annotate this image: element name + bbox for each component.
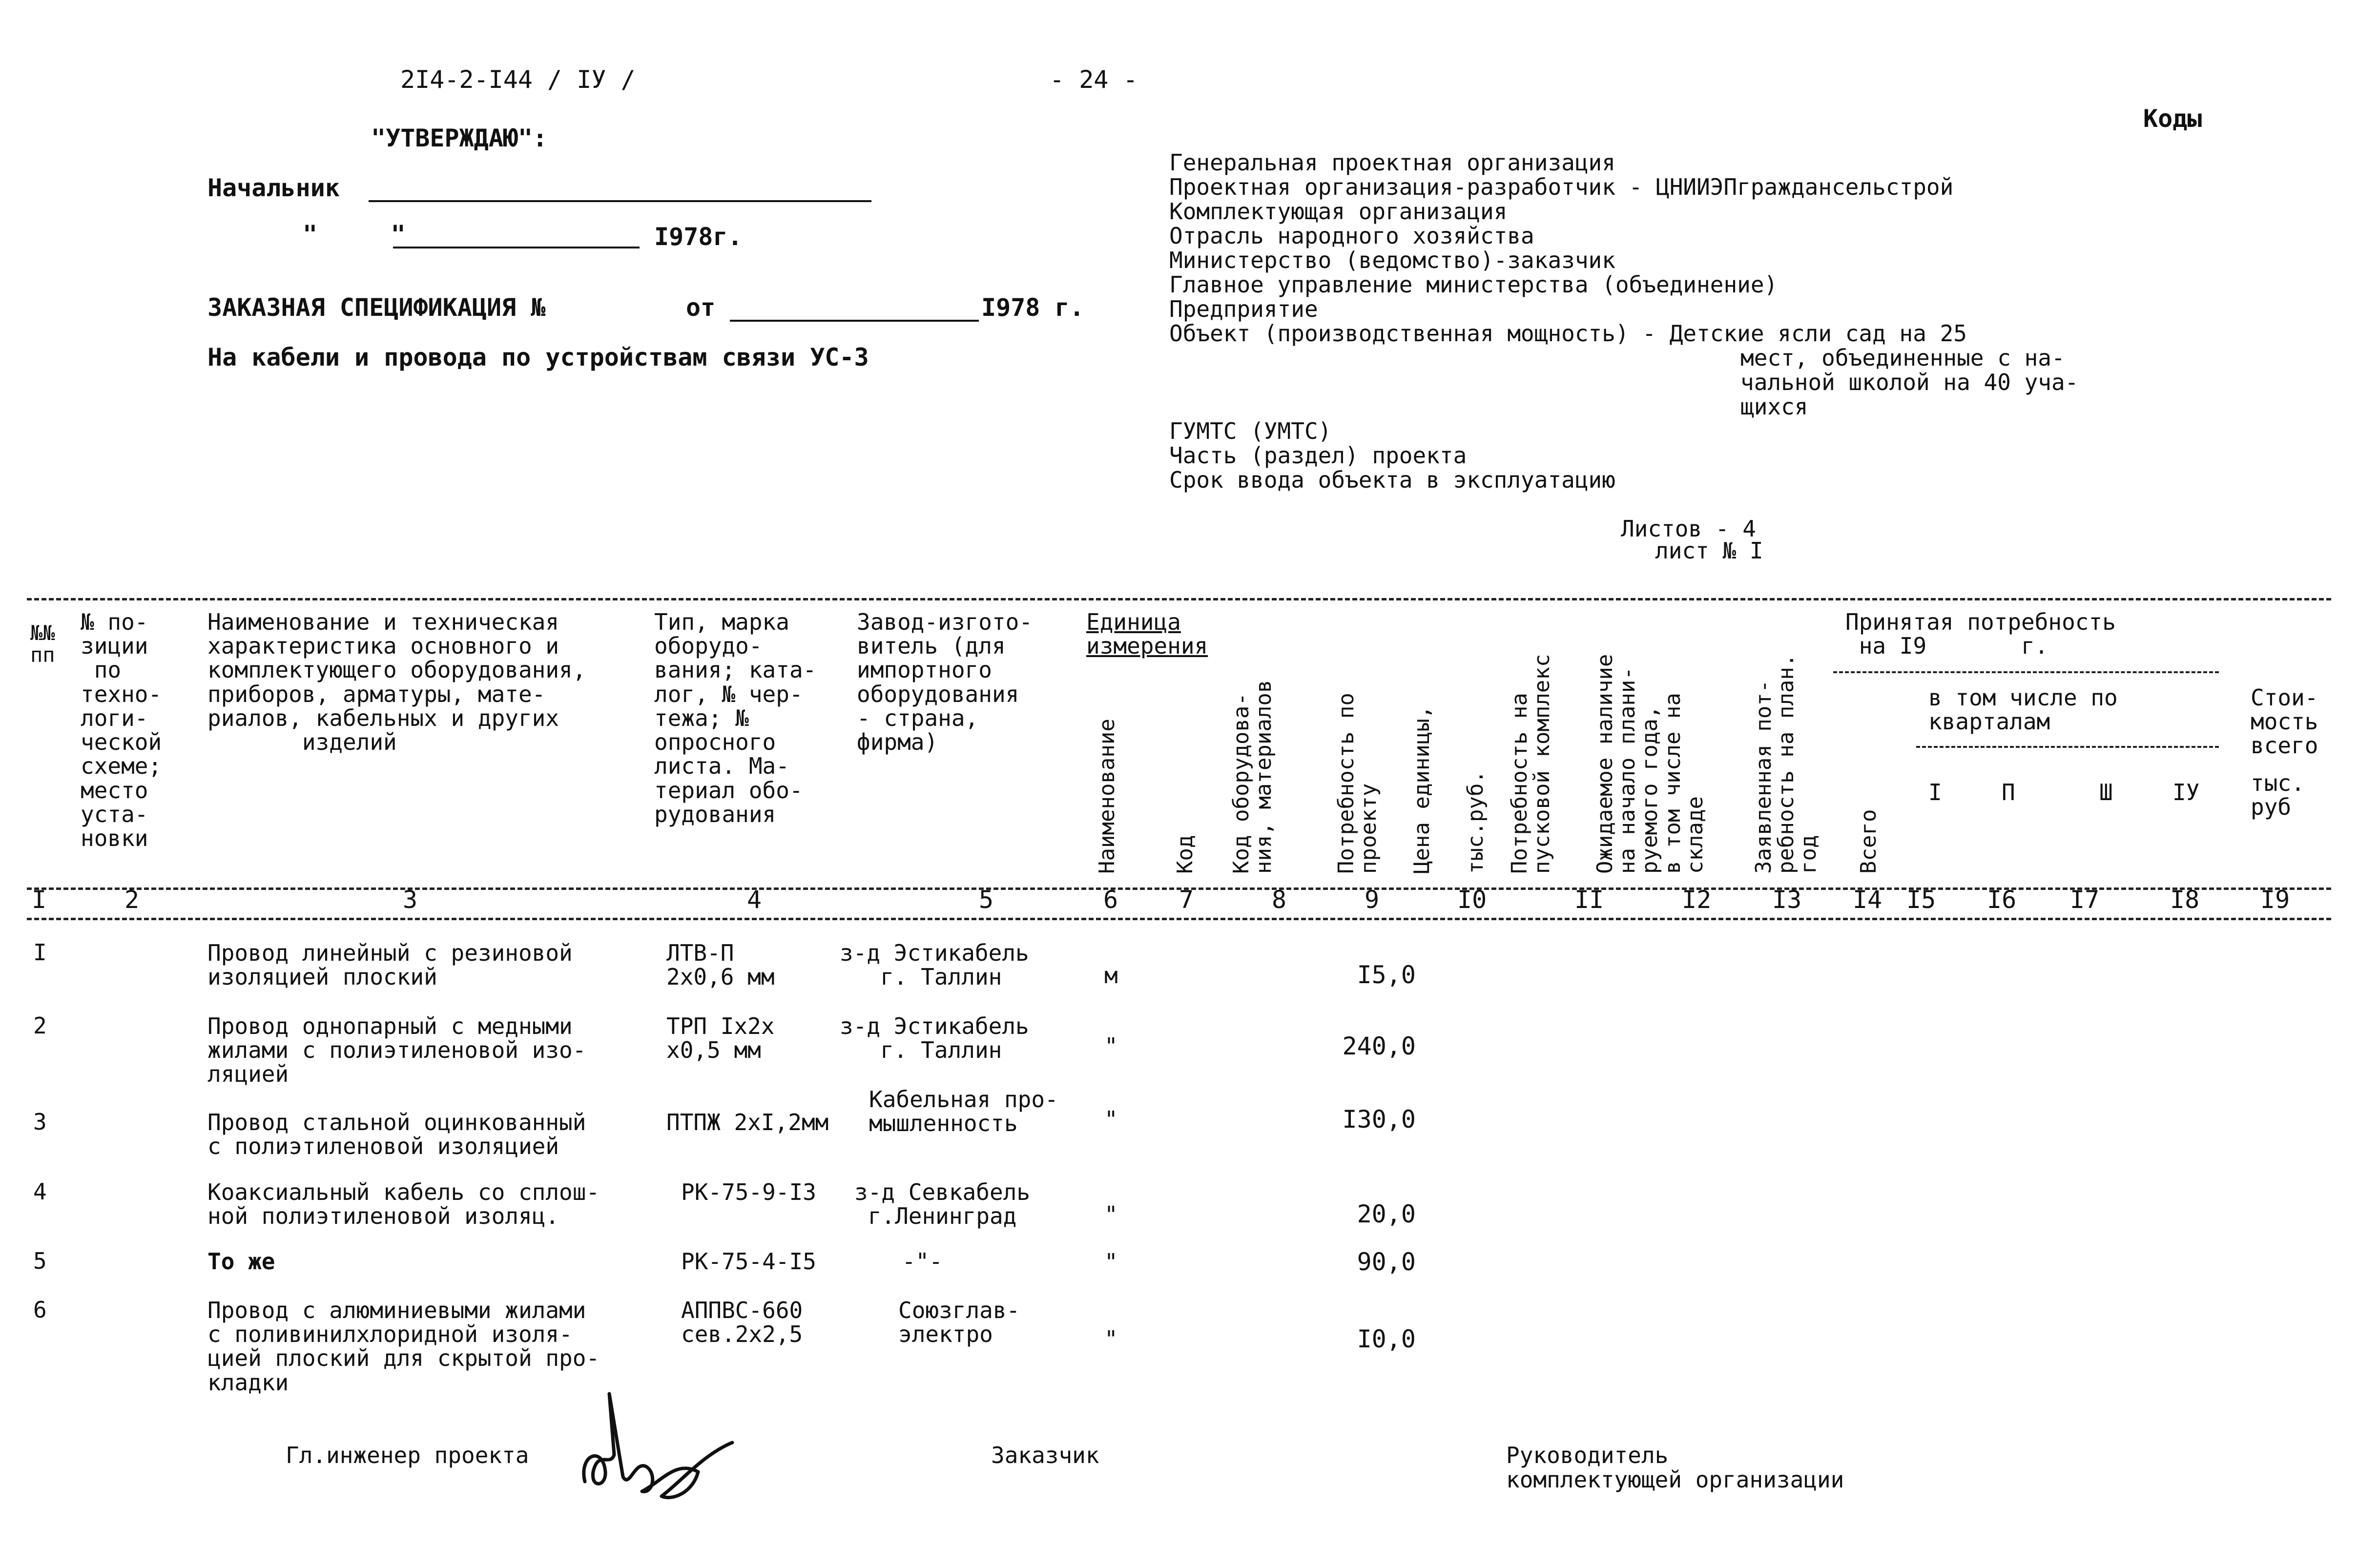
row-number: 6 xyxy=(33,1297,47,1323)
column-number: 9 xyxy=(1365,886,1380,914)
numbers-bottom-rule xyxy=(27,918,2331,920)
col-header-expected-stock: Ожидаемое наличие на начало плани- руемого года, в том числе на складе xyxy=(1593,654,1708,874)
row-item-type: АППВС-660 сев.2х2,5 xyxy=(681,1297,803,1348)
signature-scribble xyxy=(576,1382,737,1508)
year-label: I978г. xyxy=(654,223,743,251)
col-header-unit-name: Наименование xyxy=(1095,719,1119,874)
chief-signature-line xyxy=(369,200,871,202)
column-number: I4 xyxy=(1853,886,1882,914)
sheets-count: Листов - 4 xyxy=(1621,516,1756,542)
org-line: Проектная организация-разработчик - ЦНИИЭПграждансельстрой xyxy=(1169,174,1954,200)
row-item-name: То же xyxy=(207,1248,275,1275)
row-item-unit: " xyxy=(1104,1033,1118,1059)
document-code: 2I4-2-I44 / IУ / xyxy=(400,65,636,94)
chief-label: Начальник xyxy=(207,174,340,202)
col-header-declared-need: Заявленная пот- ребность на план. год xyxy=(1751,654,1821,874)
org-line: щихся xyxy=(1740,393,1808,420)
organization-head-label-2: комплектующей организации xyxy=(1506,1466,1844,1493)
date-line xyxy=(393,247,640,248)
col-header-number: №№ пп xyxy=(30,621,55,667)
row-item-name: Провод линейный с резиновой изоляцией плоский xyxy=(207,940,573,990)
col-header-material-code: Код оборудова- ния, материалов xyxy=(1229,680,1277,874)
spec-title: ЗАКАЗНАЯ СПЕЦИФИКАЦИЯ № xyxy=(207,293,546,322)
org-line: мест, объединенные с на- xyxy=(1740,345,2065,371)
spec-date-line xyxy=(730,320,979,322)
col-header-total: Всего xyxy=(1856,809,1881,874)
row-item-unit: м xyxy=(1104,962,1118,989)
row-item-unit: " xyxy=(1104,1249,1118,1275)
customer-label: Заказчик xyxy=(991,1442,1099,1468)
column-number: 2 xyxy=(124,886,140,914)
column-number: I2 xyxy=(1682,886,1712,914)
row-item-name: Провод с алюминиевыми жилами с поливинилхлоридной изоля- цией плоский для скрытой про- кладки xyxy=(207,1297,600,1396)
col-header-q2: П xyxy=(2002,779,2015,805)
row-item-type: РК-75-9-I3 xyxy=(681,1179,816,1205)
col-header-cost-unit: тыс. руб xyxy=(2251,770,2305,821)
approve-label: "УТВЕРЖДАЮ": xyxy=(371,124,548,152)
col-header-q1: I xyxy=(1928,779,1942,805)
row-item-unit: " xyxy=(1104,1201,1118,1228)
row-item-maker: -"- xyxy=(889,1248,943,1275)
row-item-name: Провод однопарный с медными жилами с полиэтиленовой изо- ляцией xyxy=(207,1013,586,1088)
col-header-project-need: Потребность по проекту xyxy=(1334,693,1382,874)
row-item-quantity: 90,0 xyxy=(1357,1248,1416,1276)
row-number: 4 xyxy=(33,1178,47,1205)
column-number: I0 xyxy=(1457,886,1487,914)
row-item-unit: " xyxy=(1104,1326,1118,1352)
col-header-q3: Ш xyxy=(2099,779,2113,805)
org-line: Срок ввода объекта в эксплуатацию xyxy=(1169,467,1615,493)
row-item-name: Провод стальной оцинкованный с полиэтиленовой изоляцией xyxy=(207,1109,586,1160)
row-item-unit: " xyxy=(1104,1106,1118,1133)
sheet-number: лист № I xyxy=(1655,537,1763,564)
row-item-type: ПТПЖ 2хI,2мм xyxy=(666,1109,829,1135)
col-header-accepted-need: Принятая потребность на I9 г. xyxy=(1845,609,2116,660)
column-number: I3 xyxy=(1772,886,1802,914)
column-number: 8 xyxy=(1272,886,1287,914)
accepted-rule xyxy=(1833,671,2219,673)
quarters-rule xyxy=(1916,746,2219,748)
org-line: ГУМТС (УМТС) xyxy=(1169,418,1332,444)
column-number: I6 xyxy=(1987,886,2017,914)
row-item-maker: з-д Эстикабель г. Таллин xyxy=(840,940,1029,990)
from-label: от xyxy=(686,293,716,322)
org-line: Министерство (ведомство)-заказчик xyxy=(1169,247,1615,273)
row-item-type: ТРП Iх2х х0,5 мм xyxy=(666,1013,775,1064)
row-item-quantity: I30,0 xyxy=(1342,1105,1416,1134)
spec-year: I978 г. xyxy=(981,293,1084,322)
column-number: I xyxy=(32,886,47,914)
col-header-maker: Завод-изгото- витель (для импортного оборудования - страна, фирма) xyxy=(857,609,1033,756)
row-item-quantity: 240,0 xyxy=(1342,1032,1416,1060)
row-item-quantity: I5,0 xyxy=(1357,961,1416,989)
column-number: 3 xyxy=(403,886,418,914)
org-line: чальной школой на 40 уча- xyxy=(1740,369,2079,395)
row-item-name: Коаксиальный кабель со сплош- ной полиэтиленовой изоляц. xyxy=(207,1179,600,1230)
col-header-name: Наименование и техническая характеристика основного и комплектующего оборудования, приборов, арматуры, мате- риалов, кабельных и других изделий xyxy=(207,609,586,756)
col-header-unit-code: Код xyxy=(1173,835,1198,874)
column-number: I9 xyxy=(2260,886,2290,914)
col-header-unit-group: Единица измерения xyxy=(1086,609,1208,660)
column-number: I8 xyxy=(2170,886,2200,914)
org-line: Предприятие xyxy=(1169,296,1318,322)
row-item-maker: Союзглав- электро xyxy=(898,1297,1020,1348)
row-number: 5 xyxy=(33,1248,47,1274)
col-header-type: Тип, марка оборудо- вания; ката- лог, № чер- тежа; № опросного листа. Ма- териал обо- рудования xyxy=(654,609,817,827)
row-item-quantity: I0,0 xyxy=(1357,1325,1416,1353)
row-item-type: ЛТВ-П 2х0,6 мм xyxy=(666,940,775,990)
page-number: - 24 - xyxy=(1050,65,1138,94)
row-number: I xyxy=(33,939,47,966)
table-top-rule xyxy=(27,598,2331,600)
column-number: II xyxy=(1574,886,1604,914)
column-number: 7 xyxy=(1179,886,1194,914)
row-item-maker: з-д Эстикабель г. Таллин xyxy=(840,1013,1029,1064)
col-header-position: № по- зиции по техно- логи- ческой схеме; место уста- новки xyxy=(81,609,162,851)
col-header-startup-need: Потребность на пусковой комплекс xyxy=(1507,654,1555,874)
codes-label: Коды xyxy=(2143,104,2202,133)
date-quotes: " " xyxy=(303,220,406,248)
org-line: Комплектующая организация xyxy=(1169,198,1508,225)
row-item-type: РК-75-4-I5 xyxy=(681,1248,816,1275)
row-item-quantity: 20,0 xyxy=(1357,1200,1416,1228)
org-line: Отрасль народного хозяйства xyxy=(1169,223,1534,249)
organization-head-label: Руководитель xyxy=(1506,1442,1669,1468)
org-line: Объект (производственная мощность) - Детские ясли сад на 25 xyxy=(1169,320,1967,347)
org-line: Главное управление министерства (объединение) xyxy=(1169,271,1778,298)
column-number: I5 xyxy=(1906,886,1936,914)
col-header-cost: Стои- мость всего xyxy=(2251,684,2318,759)
column-number: 6 xyxy=(1103,886,1118,914)
chief-engineer-label: Гл.инженер проекта xyxy=(286,1442,529,1468)
column-number: 4 xyxy=(747,886,762,914)
org-line: Часть (раздел) проекта xyxy=(1169,442,1467,469)
col-header-unit-price: Цена единицы, xyxy=(1409,705,1434,874)
col-header-q4: IУ xyxy=(2172,779,2200,805)
row-item-maker: Кабельная про- мышленность xyxy=(869,1086,1058,1137)
org-line: Генеральная проектная организация xyxy=(1169,149,1615,176)
document-subject: На кабели и провода по устройствам связи УС-3 xyxy=(207,343,869,371)
row-item-maker: з-д Севкабель г.Ленинград xyxy=(854,1179,1031,1230)
column-number: I7 xyxy=(2070,886,2100,914)
col-header-price-unit: тыс.руб. xyxy=(1463,770,1488,874)
col-header-quarters: в том числе по кварталам xyxy=(1928,684,2118,735)
row-number: 3 xyxy=(33,1109,47,1135)
column-number: 5 xyxy=(979,886,994,914)
row-number: 2 xyxy=(33,1012,47,1039)
